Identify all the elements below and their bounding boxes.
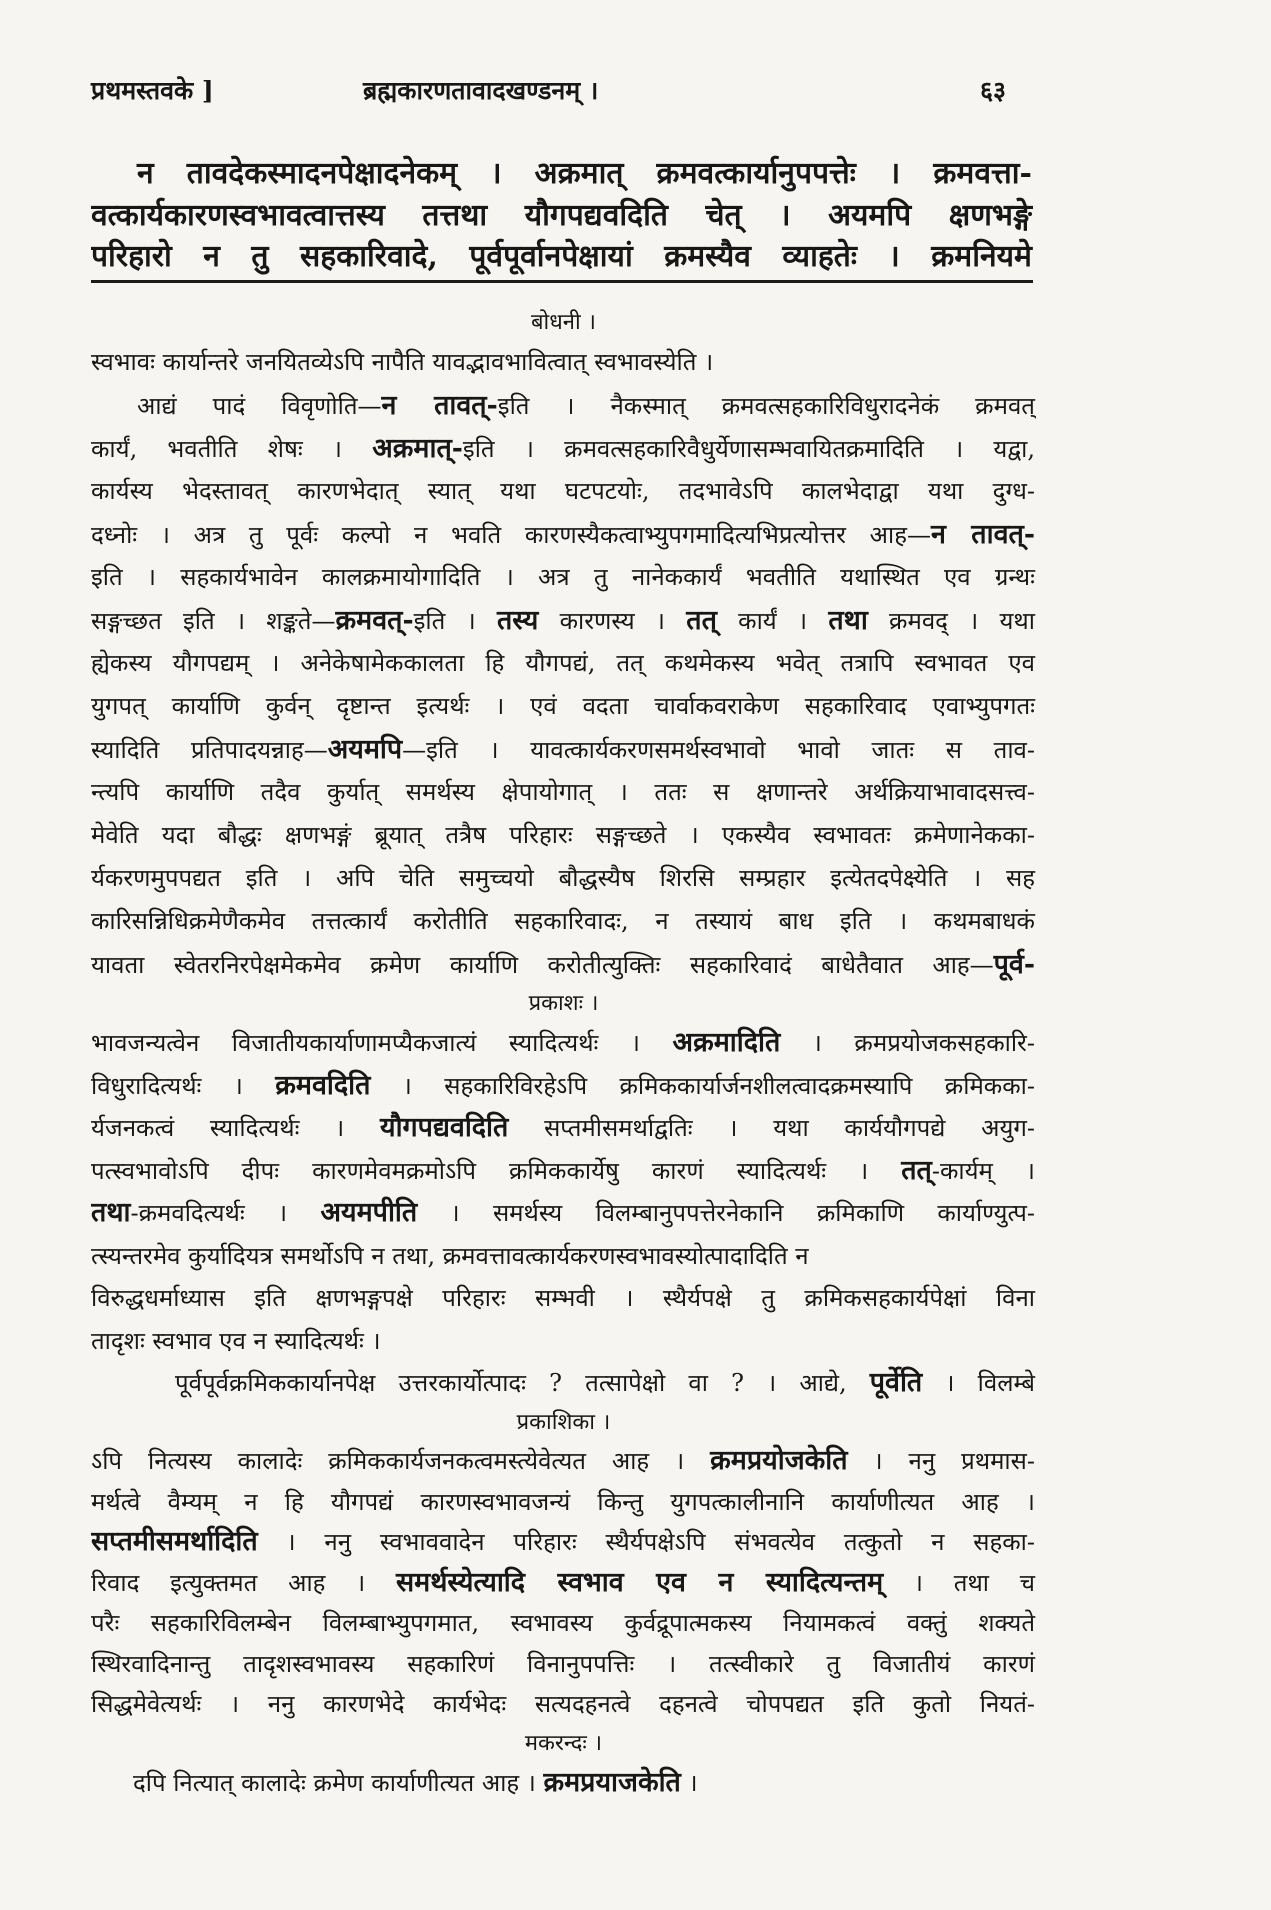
text-segment: स्यादिति प्रतिपादयन्नाह—: [91, 736, 328, 764]
commentary-prakasha: [91, 986, 1036, 1405]
text-segment: । विलम्बे: [922, 1369, 1035, 1397]
text-line: [91, 427, 1036, 470]
text-segment: । ननु स्वभाववादेन परिहारः स्थैर्यपक्षेऽपि संभवत्येव तत्कुतो न सहका-: [257, 1528, 1035, 1556]
text-segment: युगपत् कार्याणि कुर्वन् दृष्टान्त इत्यर्थः । एवं वदता चार्वाकवराकेण सहकारिवाद एवाभ्युपगतः: [91, 692, 1035, 720]
bold-keyword: सप्तमीसमर्थादिति: [91, 1526, 258, 1557]
text-segment: न्त्यपि कार्याणि तदैव कुर्यात् समर्थस्य क्षेपायोगात् । ततः स क्षणान्तरे अर्थक्रियाभावादसत्त्व-: [91, 778, 1035, 806]
bold-keyword: क्रमवत्-: [335, 605, 414, 636]
text-line: [91, 1563, 1036, 1604]
text-line: [91, 153, 1033, 195]
line-text: [91, 427, 1035, 471]
text-line: [91, 814, 1036, 857]
text-segment: र्यकरणमुपपद्यत इति । अपि चेति समुच्चयो बौद्धस्यैष शिरसि सम्प्रहार इत्येतदपेक्ष्येति । सह: [91, 864, 1035, 892]
text-line: [91, 341, 1036, 384]
text-segment: । ननु प्रथमास-: [847, 1447, 1035, 1475]
text-line: [91, 900, 1036, 943]
text-line: [91, 1684, 1036, 1725]
chapter-label: प्रथमस्तवके ]: [91, 76, 214, 105]
bold-keyword: यौगपद्यवदिति: [380, 1112, 509, 1143]
text-line: [91, 1277, 1036, 1320]
line-text: [91, 771, 1035, 814]
bold-keyword: तत्: [686, 605, 717, 636]
text-segment: -क्रमवदित्यर्थः ।: [130, 1199, 321, 1227]
commentary-lines: [91, 341, 1036, 986]
text-segment: । तथा च: [883, 1568, 1035, 1597]
line-text: [91, 642, 1035, 685]
text-line: [91, 599, 1036, 642]
line-text: [91, 1644, 1035, 1685]
text-segment: कार्यं ।: [716, 607, 829, 635]
line-text: [91, 470, 1035, 513]
line-text: [133, 1762, 698, 1804]
line-text: [91, 1065, 1035, 1108]
text-segment: कारिसन्निधिक्रमेणैकमेव तत्तत्कार्यं करोतीति सहकारिवादः, न तस्यायं बाध इति । कथमबाधकं: [91, 907, 1035, 935]
commentary-heading: मकरन्दः ।: [524, 1731, 603, 1756]
line-text: [91, 1603, 1035, 1644]
running-title: ब्रह्मकारणतावादखण्डनम् ।: [363, 76, 599, 105]
text-line: [91, 642, 1036, 685]
line-text: [91, 1522, 1035, 1563]
commentary-lines: [91, 1762, 1036, 1803]
line-text: [91, 341, 713, 384]
bold-keyword: तथा: [828, 605, 868, 636]
text-segment: सप्तमीसमर्थाद्वतिः । यथा कार्ययौगपद्ये अयुग-: [508, 1114, 1035, 1142]
line-text: [91, 1235, 809, 1278]
text-line: [91, 1107, 1036, 1150]
line-text: [91, 1441, 1035, 1482]
bold-keyword: अक्रमादिति: [672, 1027, 781, 1058]
text-line: [91, 1150, 1036, 1193]
text-segment: र्यजनकत्वं स्यादित्यर्थः ।: [91, 1114, 380, 1142]
text-segment: ।: [680, 1769, 698, 1797]
text-line: [91, 1482, 1036, 1523]
text-segment: मर्थत्वे वैम्यम् न हि यौगपद्यं कारणस्वभावजन्यं किन्तु युगपत्कालीनानि कार्याणीत्यत आह ।: [91, 1487, 1035, 1516]
text-segment: इति ।: [413, 607, 497, 635]
text-line: [91, 1192, 1036, 1235]
line-text: [91, 599, 1035, 643]
text-segment: इति । सहकार्यभावेन कालक्रमायोगादिति । अत्र तु नानेककार्यं भवतीति यथास्थित एव ग्रन्थः: [91, 563, 1035, 591]
line-text: [91, 814, 1035, 857]
text-segment: दपि नित्यात् कालादेः क्रमेण कार्याणीत्यत आह ।: [133, 1769, 544, 1797]
text-segment: तादृशः स्वभाव एव न स्यादित्यर्थः ।: [91, 1326, 381, 1355]
line-text: [91, 556, 1035, 599]
text-segment: -कार्यम् ।: [931, 1156, 1035, 1185]
text-line: [91, 1644, 1036, 1685]
line-text: [91, 1150, 1035, 1193]
line-text: [91, 943, 1035, 987]
text-line: [91, 195, 1033, 237]
text-line: [91, 728, 1036, 771]
bold-keyword: न तावत्-: [381, 390, 498, 421]
bold-keyword: तथा: [91, 1197, 131, 1228]
text-line: [91, 1441, 1036, 1482]
line-text: [91, 513, 1035, 557]
text-segment: दध्नोः । अत्र तु पूर्वः कल्पो न भवति कारणस्यैकत्वाभ्युपगमादित्यभिप्रत्योत्तर आह—: [91, 521, 931, 549]
line-text: [91, 1022, 1035, 1065]
bold-keyword: क्रमप्रयोजकेति: [710, 1445, 848, 1476]
bold-keyword: अयमपि: [327, 734, 403, 765]
line-text: [137, 153, 1032, 195]
text-segment: सङ्गच्छत इति । शङ्कते—: [91, 607, 336, 635]
commentary-heading: बोधनी ।: [530, 310, 597, 335]
line-text: [91, 685, 1035, 728]
text-segment: पत्स्वभावोऽपि दीपः कारणमेवमक्रमोऽपि क्रमिककार्येषु कारणं स्यादित्यर्थः ।: [91, 1156, 902, 1185]
line-text: [91, 1563, 1035, 1604]
commentary-bodhini: [91, 305, 1036, 986]
line-text: [137, 384, 1035, 428]
text-line: [91, 1320, 1036, 1363]
text-line: [91, 685, 1036, 728]
line-text: [91, 1107, 1035, 1150]
line-text: [91, 236, 1032, 278]
text-segment: कार्यं, भवतीति शेषः ।: [91, 435, 373, 463]
text-segment: इति । क्रमवत्सहकारिवैधुर्येणासम्भवायितक्रमादिति । यद्वा,: [462, 435, 1036, 463]
line-text: [91, 1684, 1035, 1725]
text-segment: परैः सहकारिविलम्बेन विलम्बाभ्युपगमात, स्वभावस्य कुर्वद्रूपात्मकस्य नियामकत्वं वक्तुं शक्यते: [91, 1609, 1035, 1637]
text-segment: सिद्धमेवेत्यर्थः । ननु कारणभेदे कार्यभेदः सत्यदहनत्वे दहनत्वे चोपपद्यत इति कुतो नियतं-: [91, 1690, 1035, 1718]
commentary-heading: प्रकाशिका ।: [516, 1410, 611, 1435]
divider-rule: [91, 280, 1033, 283]
text-segment: स्थिरवादिनान्तु तादृशस्वभावस्य सहकारिणं विनानुपपत्तिः । तत्स्वीकारे तु विजातीयं कारणं: [91, 1649, 1035, 1678]
text-line: [91, 1235, 1036, 1278]
text-segment: परिहारो न तु सहकारिवादे, पूर्वपूर्वानपेक्षायां क्रमस्यैव व्याहतेः । क्रमनियमे: [91, 239, 1032, 274]
line-text: [175, 1362, 1035, 1405]
text-segment: आद्यं पादं विवृणोति—: [137, 392, 382, 420]
bold-keyword: तस्य: [496, 605, 539, 636]
bold-keyword: पूर्वेति: [869, 1367, 923, 1398]
running-header: [91, 72, 1036, 110]
text-segment: क्रमवद् । यथा: [867, 607, 1035, 635]
text-segment: त्स्यन्तरमेव कुर्यादियत्र समर्थोऽपि न तथा, क्रमवत्तावत्कार्यकरणस्वभावस्योत्पादादिति न: [91, 1241, 809, 1270]
line-text: [91, 857, 1035, 900]
text-line: [91, 513, 1036, 556]
text-segment: वत्कार्यकारणस्वभावत्वात्तस्य तत्तथा यौगपद्यवदिति चेत् । अयमपि क्षणभङ्गे: [91, 197, 1032, 233]
line-text: [91, 195, 1032, 237]
bold-keyword: क्रमप्रयाजकेति: [543, 1767, 681, 1798]
text-segment: विधुरादित्यर्थः ।: [91, 1071, 276, 1100]
text-segment: मेवेति यदा बौद्धः क्षणभङ्गं ब्रूयात् तत्रैष परिहारः सङ्गच्छते । एकस्यैव स्वभावतः क्रमेणानेकका-: [91, 821, 1035, 849]
text-line: [91, 1603, 1036, 1644]
bold-keyword: न तावत्-: [930, 519, 1035, 550]
text-line: [91, 857, 1036, 900]
bold-keyword: अक्रमात्-: [372, 433, 463, 464]
line-text: [91, 1192, 1035, 1235]
line-text: [91, 1320, 381, 1363]
text-segment: ऽपि नित्यस्य कालादेः क्रमिककार्यजनकत्वमस्त्येवेत्यत आह ।: [91, 1447, 711, 1475]
text-line: [91, 1065, 1036, 1108]
text-line: [91, 384, 1036, 427]
text-line: [91, 1022, 1036, 1065]
text-segment: । सहकारिविरहेऽपि क्रमिककार्यार्जनशीलत्वादक्रमस्यापि क्रमिकका-: [370, 1071, 1035, 1100]
text-line: [91, 1362, 1036, 1405]
root-text: [91, 153, 1033, 278]
text-segment: । क्रमप्रयोजकसहकारि-: [780, 1029, 1035, 1057]
text-segment: न तावदेकस्मादनपेक्षादनेकम् । अक्रमात् क्रमवत्कार्यानुपपत्तेः । क्रमवत्ता-: [137, 156, 1032, 191]
text-segment: विरुद्धधर्माध्यास इति क्षणभङ्गपक्षे परिहारः सम्भवी । स्थैर्यपक्षे तु क्रमिकसहकार्यपेक्षां विना: [91, 1284, 1035, 1312]
text-segment: यावता स्वेतरनिरपेक्षमेकमेव क्रमेण कार्याणि करोतीत्युक्तिः सहकारिवादं बाधेतैवात आह—: [91, 951, 994, 979]
text-segment: रिवाद इत्युक्तमत आह ।: [91, 1568, 396, 1597]
text-segment: कार्यस्य भेदस्तावत् कारणभेदात् स्यात् यथा घटपटयोः, तदभावेऽपि कालभेदाद्वा यथा दुग्ध-: [91, 477, 1035, 505]
commentary-makaranda: [91, 1726, 1036, 1803]
text-segment: स्वभावः कार्यान्तरे जनयितव्येऽपि नापैति यावद्भावभावित्वात् स्वभावस्येति ।: [91, 348, 714, 376]
bold-keyword: तत्: [901, 1154, 932, 1186]
page-number: ६३: [979, 76, 1006, 105]
line-text: [91, 1277, 1035, 1320]
text-line: [91, 1522, 1036, 1563]
bold-keyword: समर्थस्येत्यादि स्वभाव एव न स्यादित्यन्तम्: [395, 1566, 884, 1598]
bold-keyword: क्रमवदिति: [275, 1069, 371, 1101]
commentary-heading: प्रकाशः ।: [528, 991, 599, 1016]
line-text: [91, 1482, 1035, 1523]
line-text: [91, 728, 1035, 772]
text-segment: पूर्वपूर्वक्रमिककार्यानपेक्ष उत्तरकार्योत्पादः ? तत्सापेक्षो वा ? । आद्ये,: [175, 1369, 870, 1397]
text-line: [91, 556, 1036, 599]
text-segment: —इति । यावत्कार्यकरणसमर्थस्वभावो भावो जातः स ताव-: [402, 736, 1035, 764]
commentary-lines: [91, 1022, 1036, 1405]
text-segment: । समर्थस्य विलम्बानुपपत्तेरनेकानि क्रमिकाणि कार्याण्युत्प-: [417, 1199, 1035, 1227]
bold-keyword: अयमपीति: [320, 1197, 418, 1228]
commentary-lines: [91, 1441, 1036, 1725]
text-segment: इति । नैकस्मात् क्रमवत्सहकारिविधुरादनेकं क्रमवत्: [497, 392, 1035, 420]
text-line: [91, 236, 1033, 278]
text-line: [91, 470, 1036, 513]
bold-keyword: पूर्व-: [993, 949, 1035, 980]
text-line: [91, 1762, 1036, 1803]
commentary-prakashika: [91, 1405, 1036, 1725]
text-line: [91, 943, 1036, 986]
line-text: [91, 900, 1035, 943]
text-segment: भावजन्यत्वेन विजातीयकार्याणामप्यैकजात्यं स्यादित्यर्थः ।: [91, 1029, 673, 1057]
text-line: [91, 771, 1036, 814]
text-segment: ह्येकस्य यौगपद्यम् । अनेकेषामेककालता हि यौगपद्यं, तत् कथमेकस्य भवेत् तत्रापि स्वभावत एव: [91, 649, 1035, 677]
text-segment: कारणस्य ।: [538, 607, 687, 635]
